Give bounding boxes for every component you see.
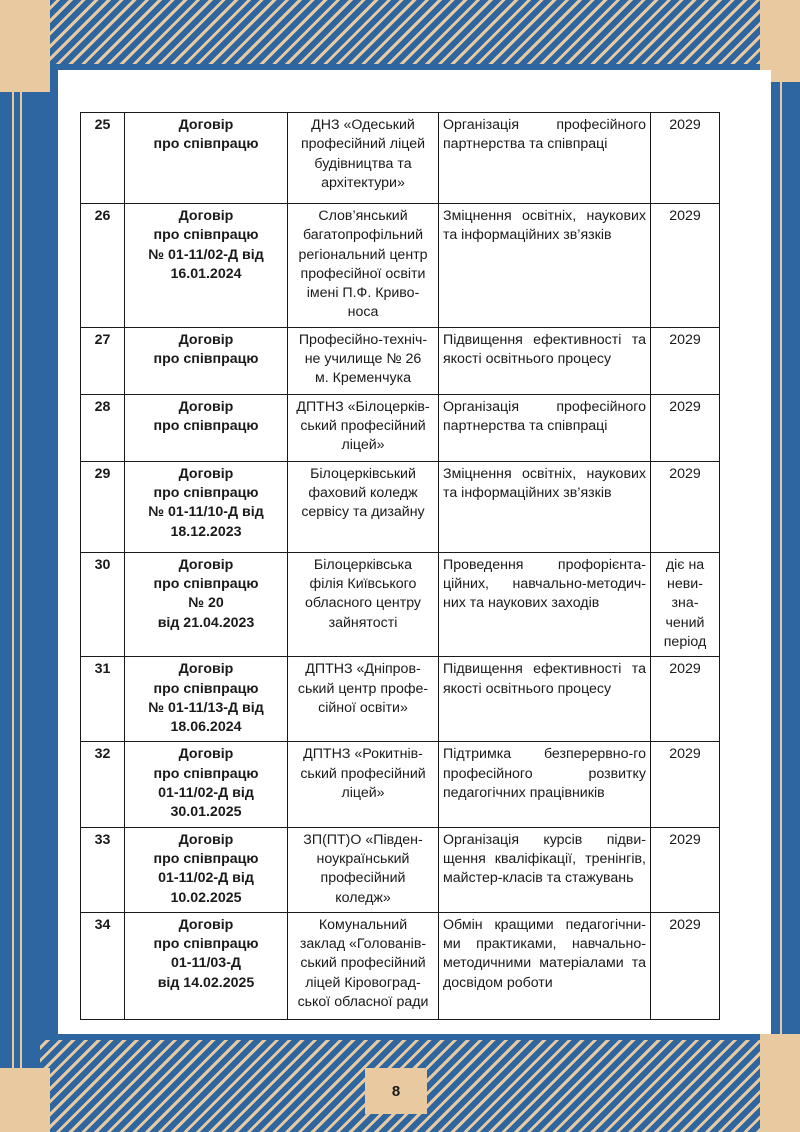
row-number: 29: [81, 461, 125, 552]
row-number: 28: [81, 394, 125, 461]
partner-line: філія Київського: [309, 576, 417, 593]
agreement-cell: [125, 552, 288, 656]
agreement-cell: [125, 113, 288, 204]
term-line: діє на: [665, 556, 705, 573]
partner-line: ський центр профе-: [297, 680, 429, 697]
agreement-line: Договір: [178, 916, 234, 933]
agreement-line: про співпрацю: [153, 351, 259, 368]
term-cell: [651, 327, 720, 394]
agreement-line: 10.02.2025: [170, 889, 242, 906]
partner-line: Білоцерківська: [313, 556, 413, 573]
term-cell: [651, 113, 720, 204]
agreement-line: 01-11/02-Д від: [158, 870, 254, 887]
row-number: 25: [81, 113, 125, 204]
agreement-line: № 01-11/10-Д від: [148, 504, 264, 521]
term-cell: [651, 552, 720, 656]
agreement-line: 18.06.2024: [170, 719, 242, 736]
purpose-cell: Підвищення ефективності та якості освітнього процесу: [439, 327, 651, 394]
partner-cell: [288, 827, 439, 912]
purpose-cell: Підвищення ефективності та якості освітнього процесу: [439, 657, 651, 742]
agreement-line: Договір: [178, 398, 234, 415]
row-number: 32: [81, 742, 125, 827]
term-line: 2029: [669, 117, 701, 133]
agreement-cell: [125, 461, 288, 552]
term-cell: [651, 394, 720, 461]
term-line: 2029: [669, 746, 701, 763]
partner-line: Професійно-техніч-: [298, 331, 428, 348]
row-number: 34: [81, 912, 125, 1019]
partner-cell: [288, 742, 439, 827]
agreement-line: про співпрацю: [153, 418, 259, 435]
term-line: 2029: [669, 465, 701, 482]
agreement-cell: [125, 657, 288, 742]
partner-line: ліцей»: [341, 785, 385, 802]
partner-cell: [288, 327, 439, 394]
agreement-line: Договір: [178, 556, 234, 573]
agreement-cell: [125, 742, 288, 827]
partner-line: професійний: [320, 870, 406, 887]
partner-line: багатопрофільний: [302, 227, 423, 244]
partner-line: регіональний центр: [298, 246, 428, 263]
frame-line-left-inner: [20, 92, 22, 1068]
page-number: 8: [365, 1068, 427, 1114]
agreement-cell: [125, 912, 288, 1019]
partner-line: коледж»: [335, 889, 391, 906]
agreement-cell: [125, 827, 288, 912]
partner-line: не училище № 26: [304, 351, 422, 368]
partner-line: ЗП(ПТ)О «Півден-: [303, 831, 423, 848]
term-line: 2029: [669, 208, 701, 224]
row-number: 30: [81, 552, 125, 656]
purpose-cell: Обмін кращими педагогічни-ми практиками, навчально-методичними матеріалами та досвідом роботи: [439, 912, 651, 1019]
row-number: 26: [81, 204, 125, 328]
agreement-line: 01-11/03-Д: [170, 955, 242, 972]
partner-line: професійної освіти: [300, 265, 426, 282]
partner-cell: [288, 461, 439, 552]
table-row: [81, 327, 720, 394]
agreement-line: Договір: [178, 831, 234, 848]
purpose-cell: Зміцнення освітніх, наукових та інформаційних зв’язків: [439, 461, 651, 552]
partner-line: зайнятості: [328, 614, 398, 631]
agreement-line: № 01-11/02-Д від: [148, 246, 264, 263]
agreement-line: № 20: [188, 595, 224, 612]
table-row: [81, 912, 720, 1019]
agreement-line: від 14.02.2025: [157, 974, 255, 991]
table-row: [81, 827, 720, 912]
partner-line: ліцей Кіровоград-: [305, 974, 421, 991]
agreement-line: про співпрацю: [153, 680, 259, 697]
term-line: неви-: [667, 576, 703, 593]
term-line: чений: [665, 614, 705, 631]
term-cell: [651, 461, 720, 552]
agreement-line: Договір: [178, 331, 234, 348]
partner-line: ДПТНЗ «Рокитнів-: [303, 746, 423, 763]
table-row: [81, 657, 720, 742]
agreement-line: про співпрацю: [153, 850, 259, 867]
agreement-line: Договір: [178, 661, 234, 678]
term-line: 2029: [669, 661, 701, 678]
partner-cell: [288, 204, 439, 328]
partner-line: ський професійний: [300, 955, 426, 972]
agreement-line: Договір: [178, 746, 234, 763]
agreement-line: Договір: [178, 117, 234, 133]
purpose-cell: Організація професійного партнерства та співпраці: [439, 113, 651, 204]
corner-block-bottom-right: [760, 1034, 800, 1132]
partner-line: Комунальний: [318, 916, 408, 933]
term-cell: [651, 827, 720, 912]
partner-line: Білоцерківський: [310, 465, 416, 482]
agreement-line: від 21.04.2023: [157, 614, 255, 631]
frame-line-right: [780, 82, 782, 1034]
agreements-table-body: [81, 113, 720, 1020]
agreement-line: 01-11/02-Д від: [158, 785, 254, 802]
term-line: 2029: [669, 916, 701, 933]
term-line: 2029: [669, 331, 701, 348]
table-row: [81, 204, 720, 328]
term-cell: [651, 742, 720, 827]
partner-cell: [288, 912, 439, 1019]
partner-line: ський професійний: [300, 765, 426, 782]
purpose-cell: Підтримка безперервно-го професійного розвитку педагогічних працівників: [439, 742, 651, 827]
partner-line: ДПТНЗ «Білоцерків-: [296, 398, 430, 415]
agreement-line: 16.01.2024: [170, 265, 242, 282]
term-line: 2029: [669, 398, 701, 415]
agreement-line: Договір: [178, 208, 234, 224]
table-row: [81, 113, 720, 204]
partner-line: ДПТНЗ «Дніпров-: [305, 661, 421, 678]
frame-line-left-outer: [12, 92, 14, 1068]
agreement-line: № 01-11/13-Д від: [148, 699, 264, 716]
term-cell: [651, 912, 720, 1019]
partner-line: ський професійний: [300, 418, 426, 435]
partner-line: ської обласної ради: [297, 994, 429, 1011]
partner-line: ДНЗ «Одеський: [311, 117, 415, 133]
partner-line: імені П.Ф. Криво-: [306, 285, 420, 302]
agreement-line: про співпрацю: [153, 936, 259, 953]
agreements-table: [80, 112, 720, 1020]
partner-line: фаховий коледж: [308, 485, 418, 502]
partner-line: Слов’янський: [318, 208, 408, 224]
purpose-cell: Організація курсів підви-щення кваліфікації, тренінгів, майстер-класів та стажувань: [439, 827, 651, 912]
table-row: [81, 742, 720, 827]
term-line: зна-: [671, 595, 699, 612]
agreement-line: про співпрацю: [153, 227, 259, 244]
corner-block-top-left: [0, 0, 50, 92]
term-cell: [651, 657, 720, 742]
agreement-line: 30.01.2025: [170, 804, 242, 821]
page-content: [58, 70, 771, 1034]
table-row: [81, 552, 720, 656]
decorative-stripes-top: [40, 0, 760, 64]
partner-line: будівництва та: [314, 155, 412, 172]
partner-line: заклад «Голованів-: [299, 936, 427, 953]
partner-cell: [288, 394, 439, 461]
partner-cell: [288, 657, 439, 742]
agreement-line: про співпрацю: [153, 576, 259, 593]
agreement-line: Договір: [178, 465, 234, 482]
agreement-line: про співпрацю: [153, 485, 259, 502]
term-cell: [651, 204, 720, 328]
partner-cell: [288, 552, 439, 656]
partner-line: ноукраїнський: [316, 850, 410, 867]
agreement-line: про співпрацю: [153, 765, 259, 782]
term-line: період: [663, 633, 707, 650]
corner-block-bottom-left: [0, 1068, 50, 1132]
agreement-cell: [125, 394, 288, 461]
table-row: [81, 461, 720, 552]
table-row: [81, 394, 720, 461]
row-number: 33: [81, 827, 125, 912]
partner-line: м. Кременчука: [314, 370, 412, 387]
partner-line: сійної освіти»: [318, 699, 408, 716]
agreement-cell: [125, 204, 288, 328]
row-number: 31: [81, 657, 125, 742]
partner-line: архітектури»: [321, 174, 405, 191]
agreement-line: про співпрацю: [153, 136, 259, 153]
term-line: 2029: [669, 831, 701, 848]
partner-line: сервісу та дизайну: [301, 504, 425, 521]
purpose-cell: Організація професійного партнерства та співпраці: [439, 394, 651, 461]
row-number: 27: [81, 327, 125, 394]
partner-line: носа: [347, 304, 379, 321]
purpose-cell: Зміцнення освітніх, наукових та інформаційних зв’язків: [439, 204, 651, 328]
purpose-cell: Проведення профорієнта-ційних, навчально-методич-них та наукових заходів: [439, 552, 651, 656]
agreement-cell: [125, 327, 288, 394]
partner-cell: [288, 113, 439, 204]
agreement-line: 18.12.2023: [170, 523, 242, 540]
partner-line: ліцей»: [341, 437, 385, 454]
partner-line: обласного центру: [304, 595, 422, 612]
partner-line: професійний ліцей: [300, 136, 426, 153]
